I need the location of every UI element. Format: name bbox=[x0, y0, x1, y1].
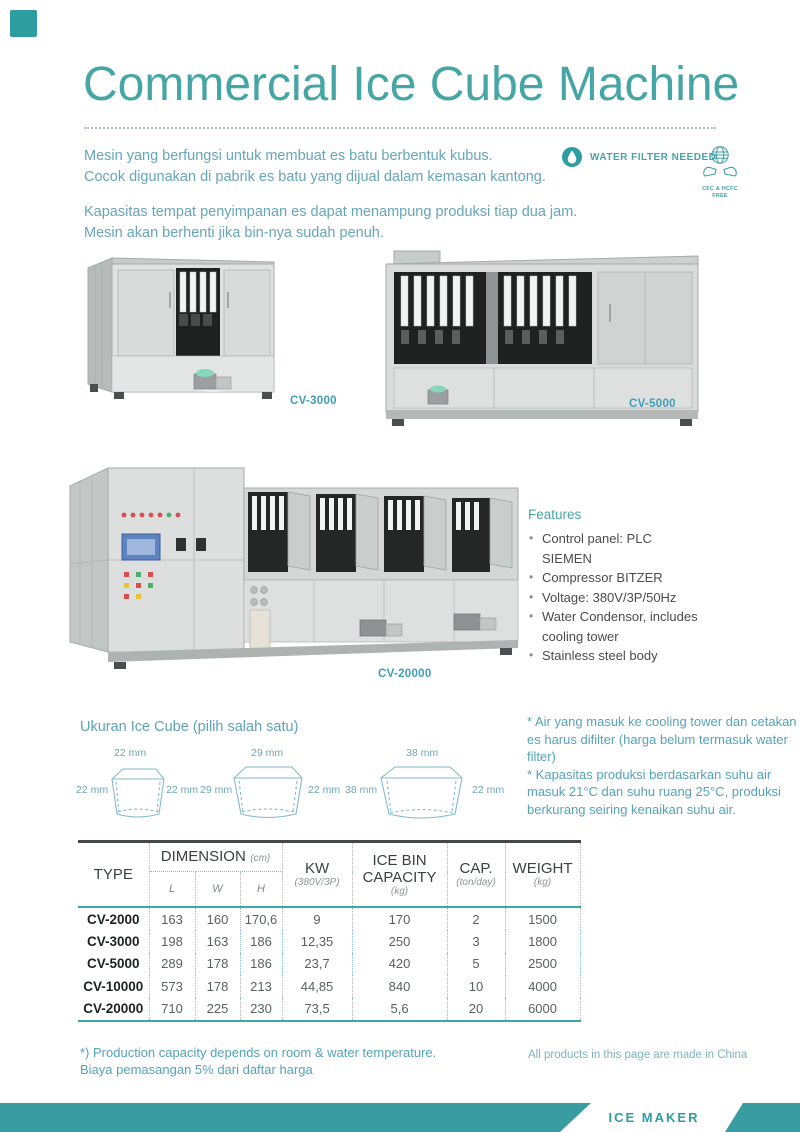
col-cap: CAP. (ton/day) bbox=[447, 842, 505, 908]
intro-line: Mesin akan berhenti jika bin-nya sudah penuh. bbox=[84, 225, 384, 241]
cv-20000-label: CV-20000 bbox=[378, 668, 432, 680]
col-type: TYPE bbox=[78, 842, 149, 908]
cv-3000-image bbox=[84, 252, 279, 402]
cube3-left-label: 38 mm bbox=[345, 784, 378, 796]
cv-5000-label: CV-5000 bbox=[629, 398, 676, 410]
water-filter-badge bbox=[562, 147, 716, 167]
table-row: CV-2000 163 160 170,6 9 170 2 1500 bbox=[78, 907, 580, 930]
ice-maker-brand: ICE MAKER bbox=[608, 1110, 700, 1125]
cube2-right-label: 22 mm bbox=[308, 784, 341, 796]
spec-table-wrap bbox=[78, 840, 581, 1022]
col-w: W bbox=[195, 872, 240, 908]
water-filter-label: WATER FILTER NEEDED bbox=[590, 151, 717, 163]
footnote-line: *) Production capacity depends on room & water temperature. bbox=[80, 1045, 437, 1060]
features-section bbox=[528, 507, 704, 666]
cube2-top-label: 29 mm bbox=[251, 747, 284, 759]
col-ice-bin-capacity: ICE BIN CAPACITY (kg) bbox=[352, 842, 447, 908]
cube3-diagram bbox=[376, 760, 468, 824]
bullet-icon: • bbox=[529, 589, 534, 604]
bullet-icon: • bbox=[529, 609, 534, 623]
table-row: CV-10000 573 178 213 44,85 840 10 4000 bbox=[78, 975, 580, 997]
footnote-line: Biaya pemasangan 5% dari daftar harga bbox=[80, 1062, 313, 1077]
col-h: H bbox=[240, 872, 282, 908]
intro-line: Mesin yang berfungsi untuk membuat es batu berbentuk kubus. bbox=[84, 148, 493, 164]
cube1-top-label: 22 mm bbox=[114, 747, 147, 759]
spec-table bbox=[78, 840, 581, 1022]
feature-item: • Compressor BITZER bbox=[528, 568, 704, 588]
page-title: Commercial Ice Cube Machine bbox=[83, 58, 740, 111]
water-drop-icon bbox=[562, 147, 582, 167]
col-kw: KW (380V/3P) bbox=[282, 842, 352, 908]
intro-line: Cocok digunakan di pabrik es batu yang dijual dalam kemasan kantong. bbox=[84, 169, 546, 185]
intro-line: Kapasitas tempat penyimpanan es dapat menampung produksi tiap dua jam. bbox=[84, 204, 578, 220]
cube2-diagram bbox=[228, 760, 306, 824]
title-divider bbox=[84, 127, 716, 129]
cube3-top-label: 38 mm bbox=[406, 747, 439, 759]
note-paragraph: * Kapasitas produksi berdasarkan suhu air masuk 21°C dan suhu ruang 25°C, produksi berkurang seiring kenaikan suhu air. bbox=[527, 766, 781, 817]
feature-item: • Water Condensor, includes cooling tower bbox=[529, 609, 698, 644]
globe-in-hands-icon bbox=[700, 167, 740, 184]
note-paragraph: * Air yang masuk ke cooling tower dan cetakan es harus difilter (harga belum termasuk water filter) bbox=[527, 714, 797, 764]
feature-item: • Voltage: 380V/3P/50Hz bbox=[528, 588, 704, 608]
cv-3000-label: CV-3000 bbox=[290, 395, 337, 407]
cube1-left-label: 22 mm bbox=[76, 784, 109, 796]
col-l: L bbox=[149, 872, 195, 908]
cfc-free-label: CFC & HCFC FREE bbox=[702, 186, 738, 199]
features-heading: Features bbox=[528, 507, 582, 522]
cfc-free-badge bbox=[698, 144, 742, 199]
intro-paragraph-2 bbox=[84, 202, 577, 244]
cube1-right-label: 22 mm bbox=[166, 784, 199, 796]
bullet-icon: • bbox=[529, 570, 534, 584]
cube2-left-label: 29 mm bbox=[200, 784, 233, 796]
cube3-right-label: 22 mm bbox=[472, 784, 505, 796]
footnotes bbox=[80, 1044, 436, 1078]
table-row: CV-3000 198 163 186 12,35 250 3 1800 bbox=[78, 930, 580, 952]
col-weight: WEIGHT (kg) bbox=[505, 842, 580, 908]
features-list bbox=[528, 529, 704, 666]
cube-sizes-heading: Ukuran Ice Cube (pilih salah satu) bbox=[80, 719, 299, 735]
cube1-diagram bbox=[106, 762, 168, 824]
col-dimension: DIMENSION (cm) bbox=[149, 842, 282, 872]
brand-logo bbox=[10, 10, 37, 37]
table-row: CV-5000 289 178 186 23,7 420 5 2500 bbox=[78, 953, 580, 975]
feature-item: • Stainless steel body bbox=[528, 646, 704, 666]
feature-item: • Control panel: PLC SIEMEN bbox=[529, 531, 652, 566]
table-row: CV-20000 710 225 230 73,5 5,6 20 6000 bbox=[78, 998, 580, 1021]
cv-20000-image bbox=[64, 452, 524, 674]
cooling-tower-note bbox=[527, 713, 799, 818]
bullet-icon: • bbox=[529, 531, 534, 545]
made-in-note: All products in this page are made in China bbox=[528, 1049, 748, 1061]
intro-paragraph-1 bbox=[84, 146, 546, 188]
bullet-icon: • bbox=[529, 648, 534, 662]
